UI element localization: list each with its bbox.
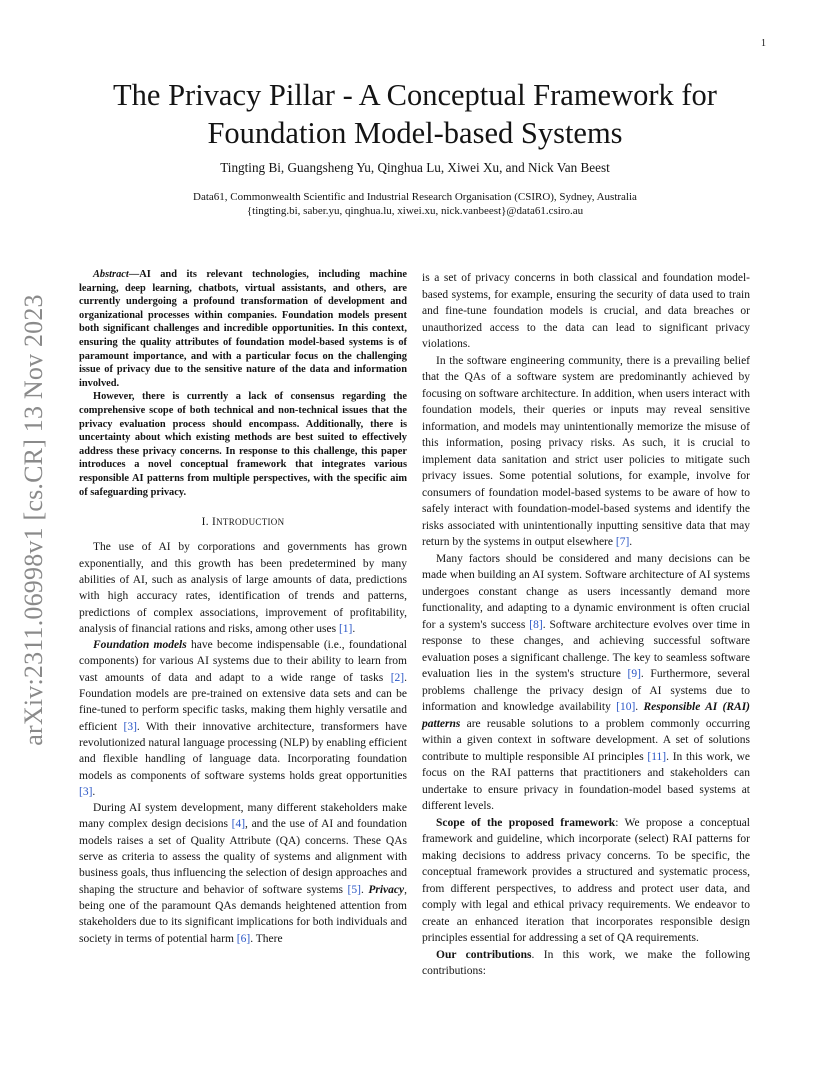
citation-link[interactable]: [4] bbox=[231, 818, 246, 831]
term-scope: Scope of the proposed framework bbox=[436, 816, 616, 829]
term-contributions: Our contributions bbox=[436, 948, 532, 961]
citation-link[interactable]: [7] bbox=[615, 536, 630, 548]
right-column bbox=[422, 270, 750, 980]
title-line-1: The Privacy Pillar - A Conceptual Framework for bbox=[113, 78, 717, 112]
term-privacy: Privacy bbox=[368, 883, 405, 896]
citation-link[interactable]: [10] bbox=[616, 701, 636, 713]
section-heading-introduction: I. INTRODUCTION bbox=[201, 516, 285, 529]
paper-title bbox=[70, 76, 760, 152]
abstract-paragraph-2: However, there is currently a lack of consensus regarding the comprehensive scope of both technical and non-technical issues that the privacy evaluation process should encompass. Additionally, there is uncertainty about which existing methods are best suited to effectively address these privacy concerns. In response to this challenge, this paper introduces a novel conceptual framework that integrates various responsible AI patterns from multiple perspectives, with the specific aim of safeguarding privacy. bbox=[79, 391, 407, 498]
abstract-label: Abstract bbox=[93, 269, 129, 280]
intro-paragraph-3: During AI system development, many different stakeholders make many complex design decisions [4], and the use of AI and foundation models raises a set of Quality Attribute (QA) concerns. These QAs serve as criteria to assess the quality of systems and alignment with business goals, thus influencing the selection of design approaches and shaping the structure and behavior of software systems [5]. Privacy, being one of the paramount QAs demands heightened attention from stakeholders due to its significant implications for both individuals and society in terms of potential harm [6]. There bbox=[79, 802, 407, 945]
left-column bbox=[79, 268, 407, 947]
citation-link[interactable]: [11] bbox=[647, 750, 667, 763]
intro-paragraph-2: Foundation models have become indispensable (i.e., foundational components) for various AI systems due to their ability to learn from vast amounts of data and adapt to a wide range of tasks [2]. Foundation models are pre-trained on extensive data sets and can be fine-tuned to perform specific tasks, making them highly versatile and efficient [3]. With their innovative architecture, transformers have revolutionized natural language processing (NLP) by enabling efficient and flexible handling of language data. Incorporating foundation models as components of software systems holds great opportunities [3]. bbox=[79, 639, 407, 798]
author-list: Tingting Bi, Guangsheng Yu, Qinghua Lu, Xiwei Xu, and Nick Van Beest bbox=[220, 160, 610, 175]
citation-link[interactable]: [9] bbox=[627, 668, 641, 680]
abstract bbox=[79, 268, 407, 499]
intro-paragraph-1: The use of AI by corporations and governments has grown exponentially, and this growth has been predetermined by many abilities of AI, such as analysis of large amounts of data, predictions with high accuracy rates, identification of trends and patterns, predictions of complex associations, improvement of profitability, analysis of financial rations and risks, among other uses [1]. bbox=[79, 541, 407, 635]
citation-link[interactable]: [3] bbox=[79, 785, 93, 798]
right-paragraph-4: Scope of the proposed framework: We propose a conceptual framework and guideline, which incorporate (select) RAI patterns for making decisions to address privacy concerns. To be specific, the conceptual framework provides a structured and systematic process, from different perspectives, to address and protect user data, and comply with legal and ethical privacy requirements. We endeavor to create an enhanced iteration that incorporates responsible design principles essential for addressing a set of QA requirements. bbox=[422, 816, 750, 944]
right-paragraph-1: is a set of privacy concerns in both classical and foundation model-based systems, for example, ensuring the security of data used to train and fine-tune foundation models is crucial, and data breaches or unauthorized access to the data can lead to significant privacy violations. bbox=[422, 272, 750, 350]
right-paragraph-5: Our contributions. In this work, we make the following contributions: bbox=[422, 948, 750, 977]
citation-link[interactable]: [8] bbox=[529, 618, 543, 631]
citation-link[interactable]: [3] bbox=[123, 720, 137, 733]
right-paragraph-2: In the software engineering community, there is a prevailing belief that the QAs of a software system are predominantly achieved by focusing on software architecture. In addition, when users interact with foundation models, their queries or inputs may reveal sensitive information, and models may unintentionally memorize the misuse of this information, posing privacy risks. As such, it is crucial to implement data sanitation and strict user policies to mitigate such privacy issues. Some potential solutions, for example, involve for consumers of foundation model-based systems to be aware of how to safely interact with foundation-model-based systems and identify the risks associated with unintentionally inputting sensitive data that may return by the systems in output elsewhere [7]. bbox=[422, 354, 750, 548]
term-rai-patterns: Responsible AI (RAI) patterns bbox=[422, 701, 751, 730]
right-paragraph-3: Many factors should be considered and many decisions can be made when building an AI system. Software architecture of AI systems undergoes constant change as users incessantly demand more functionality, and adapting to a dynamic environment is often crucial for a system's success [8]. Software architecture evolves over time in response to these changes, and achieving successful software evaluation poses a significant challenge. The key to seamless software evaluation lies in the system's structure [9]. Furthermore, several problems challenge the privacy design of AI systems due to information and knowledge availability [10]. Responsible AI (RAI) patterns are reusable solutions to a problem commonly occurring within a given context in software development. A set of solutions contribute to multiple responsible AI principles [11]. In this work, we focus on the RAI patterns that practitioners and stakeholders can undertake to ensure privacy in foundation-model based systems at different levels. bbox=[422, 552, 751, 812]
page-number: 1 bbox=[761, 38, 766, 49]
term-foundation-models: Foundation models bbox=[93, 639, 187, 652]
abstract-paragraph-1: Abstract—AI and its relevant technologies, including machine learning, deep learning, chatbots, virtual assistants, and others, are currently undergoing a profound transformation of development and organizational processes within companies. Foundation models present both significant challenges and incredible opportunities. In this context, ensuring the quality attributes of foundation model-based systems is of paramount importance, and with a particular focus on the challenging issue of privacy due to the sensitive nature of the data and information involved. bbox=[79, 269, 407, 389]
affiliation-block bbox=[70, 190, 760, 218]
citation-link[interactable]: [1] bbox=[338, 622, 353, 635]
affiliation: Data61, Commonwealth Scientific and Industrial Research Organisation (CSIRO), Sydney, Australia bbox=[193, 191, 637, 203]
citation-link[interactable]: [5] bbox=[347, 883, 361, 896]
author-emails: {tingting.bi, saber.yu, qinghua.lu, xiwei.xu, nick.vanbeest}@data61.csiro.au bbox=[246, 205, 584, 217]
citation-link[interactable]: [2] bbox=[390, 671, 405, 684]
arxiv-identifier-text: arXiv:2311.06998v1 [cs.CR] 13 Nov 2023 bbox=[19, 294, 48, 746]
title-line-2: Foundation Model-based Systems bbox=[207, 116, 623, 150]
citation-link[interactable]: [6] bbox=[236, 932, 251, 945]
arxiv-identifier bbox=[14, 270, 54, 770]
